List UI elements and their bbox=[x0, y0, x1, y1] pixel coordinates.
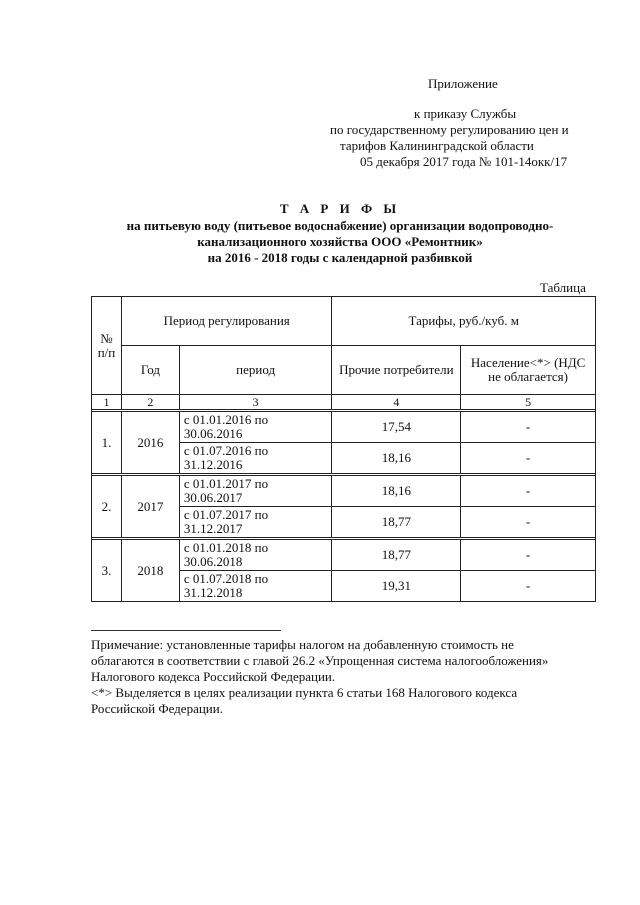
title-heading: Т А Р И Ф Ы bbox=[279, 201, 401, 216]
row-num: 3. bbox=[92, 540, 122, 602]
title-line-4: на 2016 - 2018 годы с календарной разбивкой bbox=[207, 250, 473, 265]
row-population: - bbox=[461, 412, 596, 443]
row-other: 17,54 bbox=[332, 412, 461, 443]
note-line-3: Налогового кодекса Российской Федерации. bbox=[91, 669, 336, 684]
header-other-consumers: Прочие потребители bbox=[332, 346, 461, 395]
row-other: 18,16 bbox=[332, 443, 461, 474]
row-other: 18,77 bbox=[332, 507, 461, 538]
header-period-group: Период регулирования bbox=[121, 297, 331, 346]
col-number: 2 bbox=[121, 395, 179, 410]
note-line-5: Российской Федерации. bbox=[91, 701, 223, 716]
row-other: 18,16 bbox=[332, 476, 461, 507]
footnote-divider bbox=[91, 630, 281, 631]
row-other: 18,77 bbox=[332, 540, 461, 571]
footnote-block bbox=[91, 637, 601, 717]
row-year: 2016 bbox=[121, 412, 179, 474]
header-period: период bbox=[179, 346, 332, 395]
col-number: 1 bbox=[92, 395, 122, 410]
col-number: 3 bbox=[179, 395, 332, 410]
table-header-row bbox=[92, 297, 596, 346]
note-line-2: облагаются в соответствии с главой 26.2 «Упрощенная система налогообложения» bbox=[91, 653, 549, 668]
appendix-date-line: 05 декабря 2017 года № 101-14окк/17 bbox=[360, 154, 568, 169]
table-caption: Таблица bbox=[540, 280, 586, 295]
col-number: 5 bbox=[461, 395, 596, 410]
appendix-heading: Приложение bbox=[428, 76, 498, 91]
row-period: с 01.07.2018 по 31.12.2018 bbox=[179, 571, 332, 602]
header-tariff-group: Тарифы, руб./куб. м bbox=[332, 297, 596, 346]
tariffs-table bbox=[91, 296, 596, 602]
row-population: - bbox=[461, 571, 596, 602]
appendix-region-line: тарифов Калининградской области bbox=[340, 138, 534, 153]
document-title bbox=[90, 201, 590, 266]
title-line-3: канализационного хозяйства ООО «Ремонтник» bbox=[197, 234, 483, 249]
row-period: с 01.01.2017 по 30.06.2017 bbox=[179, 476, 332, 507]
row-population: - bbox=[461, 507, 596, 538]
table-row bbox=[92, 540, 596, 571]
note-line-4: <*> Выделяется в целях реализации пункта 6 статьи 168 Налогового кодекса bbox=[91, 685, 518, 700]
note-line-1: Примечание: установленные тарифы налогом на добавленную стоимость не bbox=[91, 637, 514, 652]
row-year: 2018 bbox=[121, 540, 179, 602]
row-period: с 01.01.2018 по 30.06.2018 bbox=[179, 540, 332, 571]
header-num: № п/п bbox=[92, 297, 122, 395]
appendix-service-line: по государственному регулированию цен и bbox=[330, 122, 569, 137]
row-population: - bbox=[461, 540, 596, 571]
row-year: 2017 bbox=[121, 476, 179, 538]
header-population: Население<*> (НДС не облагается) bbox=[461, 346, 596, 395]
row-period: с 01.07.2016 по 31.12.2016 bbox=[179, 443, 332, 474]
row-population: - bbox=[461, 476, 596, 507]
table-row bbox=[92, 412, 596, 443]
header-year: Год bbox=[121, 346, 179, 395]
appendix-order-line: к приказу Службы bbox=[414, 106, 517, 121]
appendix-block bbox=[330, 76, 600, 170]
title-line-2: на питьевую воду (питьевое водоснабжение) организации водопроводно- bbox=[126, 218, 554, 233]
row-num: 1. bbox=[92, 412, 122, 474]
row-period: с 01.07.2017 по 31.12.2017 bbox=[179, 507, 332, 538]
row-population: - bbox=[461, 443, 596, 474]
row-num: 2. bbox=[92, 476, 122, 538]
col-number: 4 bbox=[332, 395, 461, 410]
row-period: с 01.01.2016 по 30.06.2016 bbox=[179, 412, 332, 443]
column-numbers-row bbox=[92, 395, 596, 410]
table-row bbox=[92, 476, 596, 507]
row-other: 19,31 bbox=[332, 571, 461, 602]
table-subheader-row bbox=[92, 346, 596, 395]
